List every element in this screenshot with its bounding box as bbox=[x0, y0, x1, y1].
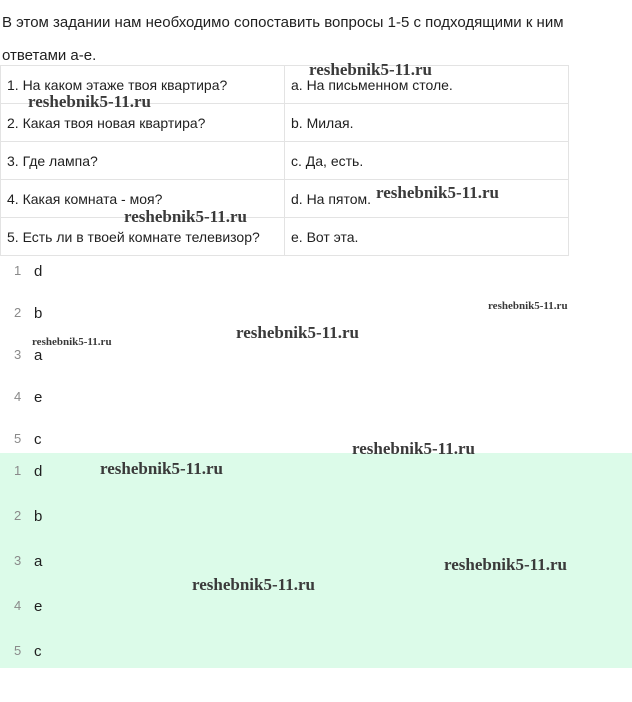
watermark: reshebnik5-11.ru bbox=[192, 575, 315, 594]
list-item bbox=[0, 459, 632, 504]
item-number: 5 bbox=[14, 643, 22, 658]
watermark: reshebnik5-11.ru bbox=[444, 555, 567, 574]
watermark: reshebnik5-11.ru bbox=[124, 207, 247, 226]
watermark: reshebnik5-11.ru bbox=[309, 60, 432, 79]
question-cell: 1. На каком этаже твоя квартира? bbox=[1, 66, 285, 104]
item-value: e bbox=[34, 389, 43, 406]
item-number: 3 bbox=[14, 553, 22, 568]
table-row bbox=[1, 142, 569, 180]
question-cell: 5. Есть ли в твоей комнате телевизор? bbox=[1, 218, 285, 256]
question-cell: 2. Какая твоя новая квартира? bbox=[1, 104, 285, 142]
item-number: 1 bbox=[14, 263, 22, 278]
task-intro: В этом задании нам необходимо сопоставить вопросы 1-5 с подходящими к ним ответами a-e. bbox=[2, 14, 564, 64]
answer-list bbox=[0, 259, 632, 469]
item-value: a bbox=[34, 347, 43, 364]
list-item bbox=[0, 504, 632, 549]
question-cell: 4. Какая комната - моя? bbox=[1, 180, 285, 218]
watermark: reshebnik5-11.ru bbox=[352, 439, 475, 458]
list-item bbox=[0, 594, 632, 639]
question-cell: 3. Где лампа? bbox=[1, 142, 285, 180]
item-number: 5 bbox=[14, 431, 22, 446]
item-value: e bbox=[34, 598, 43, 615]
answer-cell: e. Вот эта. bbox=[285, 218, 569, 256]
item-value: a bbox=[34, 553, 43, 570]
answer-cell: a. На письменном столе. bbox=[285, 66, 569, 104]
item-number: 3 bbox=[14, 347, 22, 362]
list-item bbox=[0, 259, 632, 301]
item-value: b bbox=[34, 305, 43, 322]
list-item bbox=[0, 639, 632, 684]
answer-cell: b. Милая. bbox=[285, 104, 569, 142]
list-item bbox=[0, 385, 632, 427]
item-number: 2 bbox=[14, 305, 22, 320]
item-number: 2 bbox=[14, 508, 22, 523]
item-value: c bbox=[34, 431, 42, 448]
watermark: reshebnik5-11.ru bbox=[488, 300, 568, 312]
watermark: reshebnik5-11.ru bbox=[32, 336, 112, 348]
watermark: reshebnik5-11.ru bbox=[28, 92, 151, 111]
watermark: reshebnik5-11.ru bbox=[376, 183, 499, 202]
answer-cell: c. Да, есть. bbox=[285, 142, 569, 180]
item-number: 1 bbox=[14, 463, 22, 478]
watermark: reshebnik5-11.ru bbox=[100, 459, 223, 478]
answer-cell: d. На пятом. bbox=[285, 180, 569, 218]
item-value: c bbox=[34, 643, 42, 660]
item-number: 4 bbox=[14, 389, 22, 404]
table-row bbox=[1, 218, 569, 256]
watermark: reshebnik5-11.ru bbox=[236, 323, 359, 342]
item-number: 4 bbox=[14, 598, 22, 613]
item-value: d bbox=[34, 463, 43, 480]
item-value: b bbox=[34, 508, 43, 525]
list-item bbox=[0, 343, 632, 385]
item-value: d bbox=[34, 263, 43, 280]
